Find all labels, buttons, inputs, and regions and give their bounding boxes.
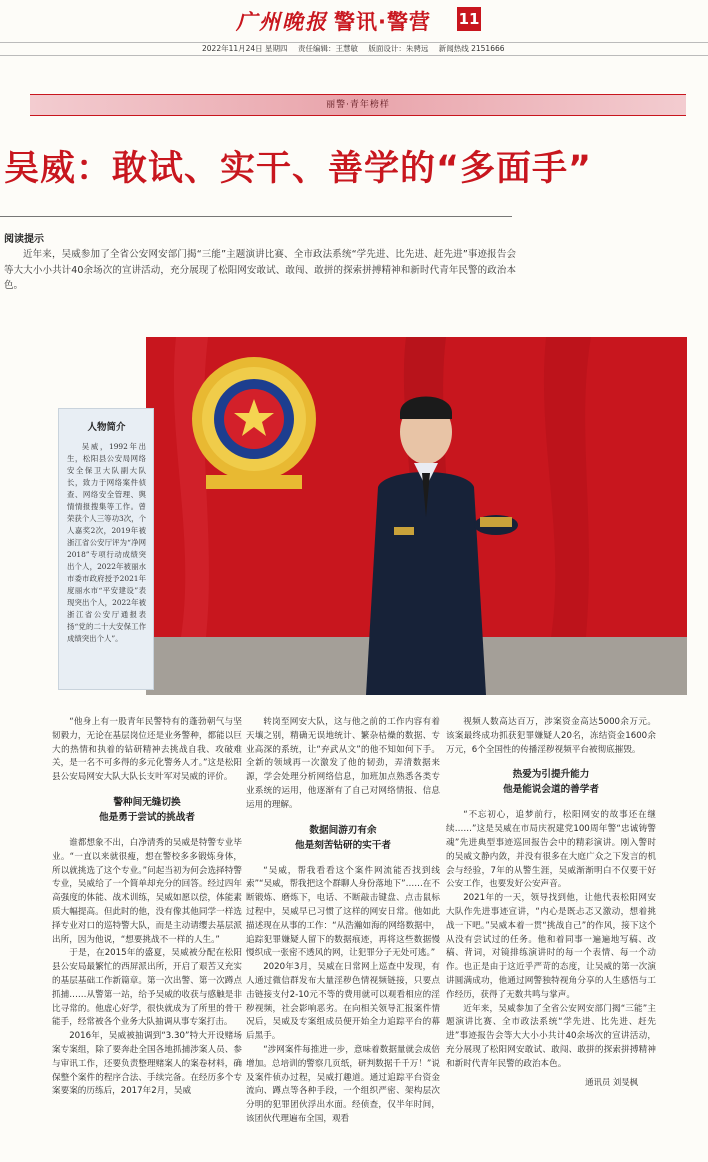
profile-text: 吴威，1992年出生，松阳县公安局网络安全保卫大队副大队长，致力于网络案件侦查、网络安全管理、舆情情报搜集等工作。曾荣获个人三等功3次，个人嘉奖2次，2019年被浙江省公安厅评为“净网2018”专项行动成绩突出个人，2022年被丽水市委市政府授予2021年度丽水市“平安建设”表现突出个人，2022年被浙江省公安厅通报表扬“党的二十大安保工作成绩突出个人”。 [67, 442, 146, 643]
layout-credit: 版面设计：朱骋远 [368, 44, 429, 53]
body-paragraph: 转岗至网安大队，这与他之前的工作内容有着天壤之别，精确无误地统计、繁杂枯燥的数据、专业高深的系统，让“弃武从文”的他不知如何下手。全新的领域再一次激发了他的韧劲，弄清数据来源，学会处理分析网络信息，加班加点熟悉各类专业系统的运用，他逐渐有了自己对网络情报、信息运用的理解。 [246, 717, 440, 810]
body-paragraph: “不忘初心，追梦前行，松阳网安的故事还在继续……”这是吴威在市局庆祝建党100周年警“忠诚铸警魂”先进典型事迹巡回报告会中的精彩演讲。刚入警时的吴威文静内敛，并没有很多在大庭广众之下发言的机会与经验，7年的从警生涯，吴威渐渐明白不仅要干好公安工作，也要发好公安声音。 [446, 810, 656, 890]
subhead-line-2: 他是能说会道的善学者 [503, 784, 599, 796]
lead-label: 阅读提示 [4, 234, 44, 245]
subhead [446, 767, 656, 797]
dateline [0, 42, 708, 56]
subhead-line-2: 他是勇于尝试的挑战者 [99, 811, 195, 823]
body-paragraph: 于是，在2015年的盛夏，吴威被分配在松阳县公安局最繁忙的西屏派出所，开启了艰苦又充实的基层基础工作新篇章。第一次出警、第一次蹲点抓捕……从警第一站，给予吴威的收获与感触是非比寻常的。他虚心好学，很快就成为了所里的骨干能手，经常被各个业务大队抽调从事专案打击。 [52, 948, 242, 1028]
profile-sidebar [58, 408, 154, 690]
profile-title: 人物简介 [87, 422, 126, 433]
body-column-2 [246, 716, 440, 1127]
issue-date: 2022年11月24日 星期四 [202, 44, 288, 53]
headline-divider [0, 216, 512, 217]
subhead-line-1: 数据间游刃有余 [309, 824, 377, 836]
body-paragraph: “他身上有一股青年民警特有的蓬勃朝气与坚韧毅力，无论在基层岗位还是业务警种，都能以巨大的热情和执着的钻研精神去挑战自我、攻破难关，是一名不可多得的多元化警务人才。”这是松阳县公安局网安大队大队长支叶军对吴威的评价。 [52, 717, 242, 783]
editor-credit: 责任编辑：王慧敏 [297, 44, 358, 53]
subhead [246, 823, 440, 853]
newspaper-logo: 广州晚报 [236, 9, 328, 34]
body-paragraph: 2020年3月，吴威在日常网上巡查中发现，有人通过微信群发布大量淫秽色情视频链接，只要点击链接支付2-10元不等的费用就可以观看相应的淫秽视频，社会影响恶劣。在向相关领导汇报案件情况后，吴威及专案组成员便开始全力追踪平台的幕后黑手。 [246, 962, 440, 1042]
portrait-photo [146, 337, 687, 695]
body-paragraph: 2016年，吴威被抽调到“3.30”特大开设赌场案专案组，除了要奔赴全国各地抓捕涉案人员、参与审讯工作，还要负责整理赌案人的案卷材料，确保整个案件的程序合法、手续完备。在经历多个专案要案的历练后，2017年2月，吴威 [52, 1031, 242, 1097]
column-band: 丽警·青年榜样 [30, 94, 686, 116]
body-paragraph: 谁都想象不出，白净清秀的吴威是特警专业毕业。“一直以来就很瘦，想在警校多多锻炼身体，所以就挑选了这个专业。”问起当初为何会选择特警专业，吴威给了一个简单却充分的回答。经过四年高强度的体能、战术训练，吴威如愿以偿，体能素质大幅提高。但此时的他，没有像其他同学一样选择专业对口的巡特警大队，而是主动请缨去基层派出所，因为他说，“想要挑战不一样的人生。” [52, 837, 242, 945]
body-paragraph: 视频人数高达百万，涉案资金高达5000余万元。该案最终成功抓获犯罪嫌疑人20名，冻结资金1600余万元，6个全国性的传播淫秽视频平台被彻底摧毁。 [446, 717, 656, 755]
subhead [52, 795, 242, 825]
body-column-3 [446, 716, 656, 1089]
portrait-illustration [146, 337, 687, 695]
byline: 通讯员 刘旻枫 [585, 1076, 638, 1087]
page-number-badge: 11 [457, 7, 481, 31]
subhead-line-1: 警种间无缝切换 [113, 796, 181, 808]
subhead-line-2: 他是刻苦钻研的实干者 [295, 839, 391, 851]
body-column-1 [52, 716, 242, 1099]
article-headline: 吴威：敢试、实干、善学的“多面手” [4, 149, 593, 189]
body-paragraph: “吴威，帮我看看这个案件网流能否找到线索”“吴威，帮我把这个群聊人身份落地下”……在不断锻炼、磨炼下，电话、不断敲击键盘、点击鼠标过程中，吴威早已习惯了这样的网安日常。他如此描述现在从事的工作：“从浩瀚如海的网络数据中，追踪犯罪嫌疑人留下的数据痕迹，再将这些数据慢慢织成一张密不透风的网，让犯罪分子无处可逃。” [246, 865, 440, 959]
subhead-line-1: 热爱为引提升能力 [512, 769, 590, 781]
news-hotline: 新闻热线 2151666 [438, 44, 505, 53]
body-paragraph: 2021年的一天，领导找到他，让他代表松阳网安大队作先进事迹宣讲，“内心是既忐忑又激动，想着挑战一下吧。”吴威本着一贯“挑战自己”的作风，接下这个从没有尝试过的任务。他和着同事一遍遍地写稿、改稿、背词，对镜排练演讲时的每一个表情、每一个动作。也正是由于这近乎严苛的态度，让吴威的第一次演讲圆满成功，他通过网警独特视角分享的人生感悟与工作经历，获得了无数共鸣与掌声。 [446, 893, 656, 1000]
body-paragraph: 近年来，吴威参加了全省公安网安部门揭“三能”主题演讲比赛、全市政法系统“学先进、比先进、赶先进”事迹报告会等大大小小共计40余场次的宣讲活动，充分展现了松阳网安敢试、敢闯、敢拼的探索拼搏精神和新时代青年民警的政治本色。 [446, 1003, 656, 1069]
body-paragraph: “涉网案件每推进一步，意味着数据量就会成倍增加。总培训的警察几页纸，研判数据千千万！”说及案件侦办过程，吴威打趣道。通过追踪平台资金流向、蹲点等各种手段，一个组织严密、架构层次分明的犯罪团伙浮出水面。经侦查，仅半年时间，该团伙代理遍布全国，观看 [246, 1044, 440, 1124]
section-title: 警讯·警营 [334, 10, 431, 34]
lead-paragraph: 近年来，吴威参加了全省公安网安部门揭“三能”主题演讲比赛、全市政法系统“学先进、比先进、赶先进”事迹报告会等大大小小共计40余场次的宣讲活动，充分展现了松阳网安敢试、敢闯、敢拼的探索拼搏精神和新时代青年民警的政治本色。 [4, 249, 516, 291]
masthead [0, 0, 708, 42]
